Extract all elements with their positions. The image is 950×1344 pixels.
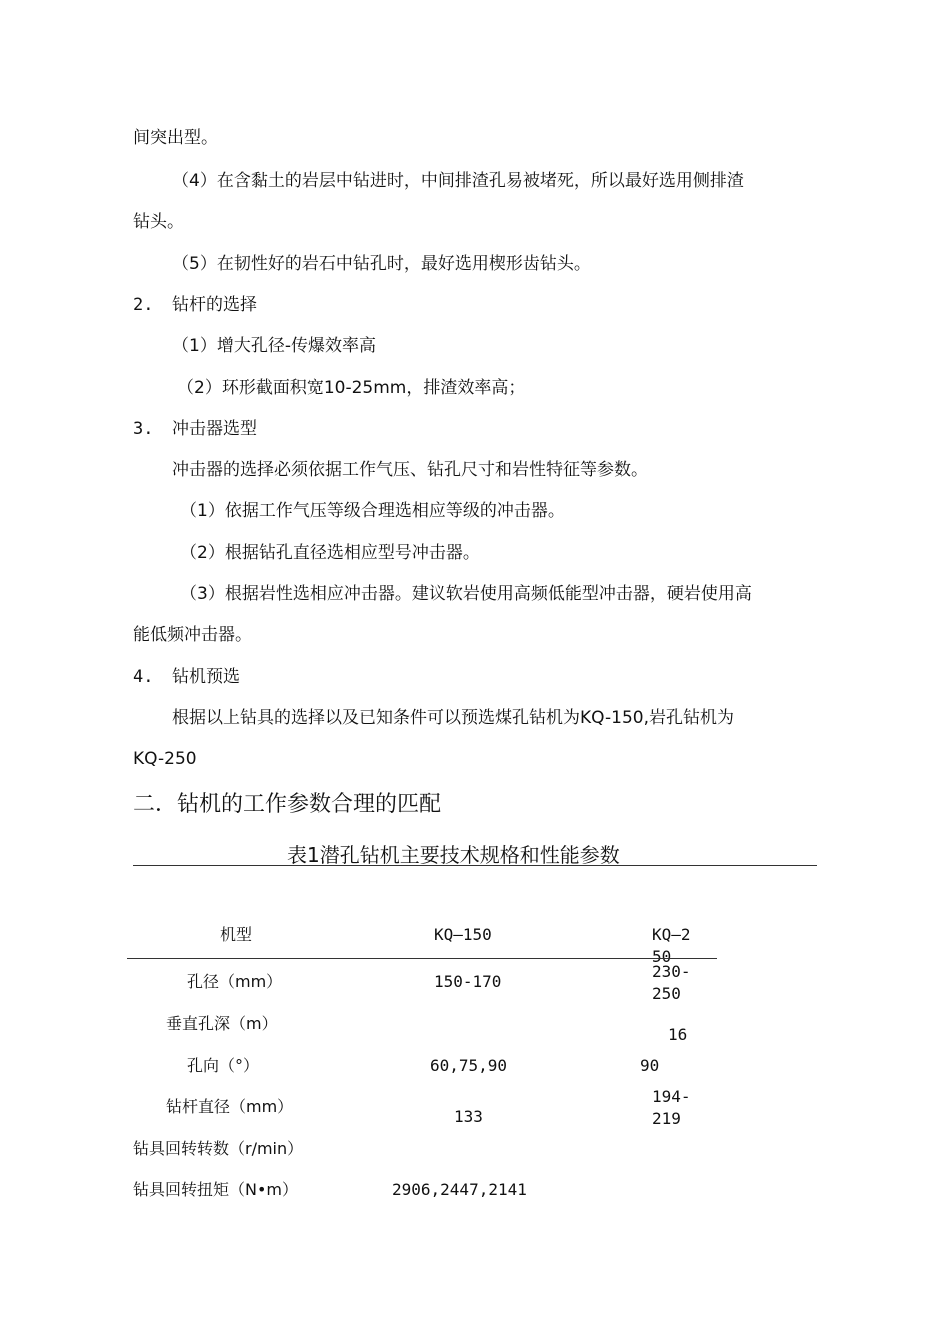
paragraph-line: 能低频冲击器。	[133, 625, 252, 645]
paragraph-line: 钻头。	[133, 212, 184, 232]
table-cell: 16	[668, 1025, 688, 1044]
table-cell-label: 钻具回转转数（r/min）	[133, 1139, 304, 1158]
paragraph-line: （1）增大孔径-传爆效率高	[172, 336, 376, 356]
table-cell-label: 钻具回转扭矩（N•m）	[133, 1180, 298, 1199]
table-cell-label: 孔径（mm）	[187, 972, 283, 991]
paragraph-line: 根据以上钻具的选择以及已知条件可以预选煤孔钻机为KQ-150,岩孔钻机为	[172, 708, 734, 728]
table-header-cell: KQ—250	[652, 925, 691, 966]
table-cell: 90	[640, 1056, 660, 1075]
paragraph-line: （1）依据工作气压等级合理选相应等级的冲击器。	[180, 501, 565, 521]
paragraph-line: KQ-250	[133, 749, 197, 769]
paragraph-line: 冲击器的选择必须依据工作气压、钻孔尺寸和岩性特征等参数。	[172, 460, 648, 480]
section-title: 钻杆的选择	[172, 295, 257, 315]
paragraph-line: （4）在含黏土的岩层中钻进时，中间排渣孔易被堵死，所以最好选用侧排渣	[172, 171, 744, 191]
table-cell: 150-170	[434, 972, 502, 991]
paragraph-line: （3）根据岩性选相应冲击器。建议软岩使用高频低能型冲击器，硬岩使用高	[180, 584, 752, 604]
table-cell: 2906,2447,2141	[392, 1180, 527, 1199]
caption-rule	[133, 865, 817, 866]
paragraph-line: 间突出型。	[133, 128, 218, 148]
table-caption: 表1潜孔钻机主要技术规格和性能参数	[287, 843, 620, 867]
header-rule	[127, 958, 717, 959]
table-cell: 194-219	[652, 1087, 691, 1128]
table-cell-label: 孔向（°）	[187, 1056, 260, 1075]
table-cell: 230-250	[652, 962, 691, 1003]
paragraph-line: （5）在韧性好的岩石中钻孔时，最好选用楔形齿钻头。	[172, 254, 591, 274]
paragraph-line: （2）根据钻孔直径选相应型号冲击器。	[180, 543, 480, 563]
section-number: 2.	[133, 295, 154, 315]
section-heading: 二．钻机的工作参数合理的匹配	[133, 792, 442, 817]
table-cell: 60,75,90	[430, 1056, 508, 1075]
table-cell: 133	[454, 1107, 483, 1126]
section-title: 钻机预选	[172, 667, 240, 687]
table-header-cell: 机型	[220, 925, 253, 944]
section-number: 4.	[133, 667, 154, 687]
table-cell-label: 垂直孔深（m）	[166, 1014, 278, 1033]
table-cell-label: 钻杆直径（mm）	[166, 1097, 294, 1116]
section-title: 冲击器选型	[172, 419, 257, 439]
table-header-cell: KQ—150	[434, 925, 492, 944]
section-number: 3.	[133, 419, 154, 439]
paragraph-line: （2）环形截面积宽10-25mm，排渣效率高；	[177, 378, 526, 398]
